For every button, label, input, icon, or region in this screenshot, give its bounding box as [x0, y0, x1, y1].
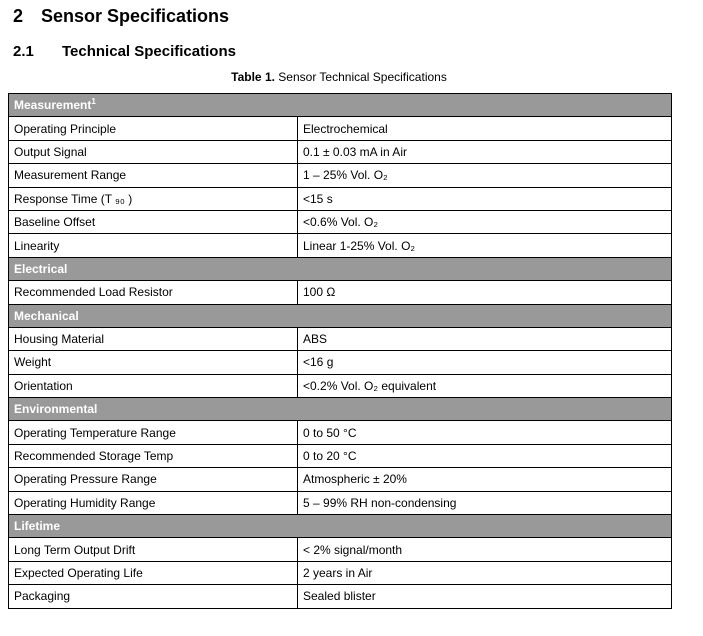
table-row — [9, 538, 672, 561]
param-name: Packaging — [9, 585, 298, 608]
param-value: <0.6% Vol. O₂ — [298, 210, 672, 233]
section-row-mechanical — [9, 304, 672, 327]
param-name: Expected Operating Life — [9, 561, 298, 584]
table-row — [9, 374, 672, 397]
section-header-title: Measurement — [14, 98, 92, 113]
section-header-cell: Environmental — [9, 398, 672, 421]
section-number: 2 — [13, 6, 24, 26]
param-name: Housing Material — [9, 327, 298, 350]
param-name: Output Signal — [9, 140, 298, 163]
section-title: Sensor Specifications — [41, 6, 230, 26]
param-name: Operating Pressure Range — [9, 468, 298, 491]
section-header-cell: Electrical — [9, 257, 672, 280]
section-row-measurement — [9, 94, 672, 117]
param-name: Baseline Offset — [9, 210, 298, 233]
param-name: Operating Humidity Range — [9, 491, 298, 514]
param-name: Orientation — [9, 374, 298, 397]
table-row — [9, 187, 672, 210]
table-row — [9, 561, 672, 584]
param-value: 0 to 20 °C — [298, 444, 672, 467]
section-header-cell: Lifetime — [9, 515, 672, 538]
subsection-number: 2.1 — [13, 43, 34, 60]
spec-table — [8, 93, 672, 609]
section-header-cell: Mechanical — [9, 304, 672, 327]
param-value: Atmospheric ± 20% — [298, 468, 672, 491]
table-row — [9, 468, 672, 491]
param-value: 0.1 ± 0.03 mA in Air — [298, 140, 672, 163]
param-value: <16 g — [298, 351, 672, 374]
param-name: Measurement Range — [9, 164, 298, 187]
param-value: 5 – 99% RH non-condensing — [298, 491, 672, 514]
table-row — [9, 491, 672, 514]
param-name: Operating Principle — [9, 117, 298, 140]
param-name: Operating Temperature Range — [9, 421, 298, 444]
footnote-marker: 1 — [91, 97, 96, 107]
table-row — [9, 210, 672, 233]
table-row — [9, 164, 672, 187]
section-row-electrical — [9, 257, 672, 280]
param-value: < 2% signal/month — [298, 538, 672, 561]
section-row-environmental — [9, 398, 672, 421]
param-name: Recommended Load Resistor — [9, 281, 298, 304]
param-value: 0 to 50 °C — [298, 421, 672, 444]
param-value: Linear 1-25% Vol. O₂ — [298, 234, 672, 257]
param-value: <0.2% Vol. O₂ equivalent — [298, 374, 672, 397]
table-row — [9, 585, 672, 608]
table-row — [9, 234, 672, 257]
section-header-cell — [9, 94, 672, 117]
param-value: 1 – 25% Vol. O₂ — [298, 164, 672, 187]
subsection-title: Technical Specifications — [62, 43, 236, 60]
param-value: <15 s — [298, 187, 672, 210]
param-name: Linearity — [9, 234, 298, 257]
caption-text: Sensor Technical Specifications — [274, 70, 447, 84]
section-heading — [13, 6, 229, 27]
param-value: ABS — [298, 327, 672, 350]
section-row-lifetime — [9, 515, 672, 538]
param-name: Weight — [9, 351, 298, 374]
table-row — [9, 421, 672, 444]
table-row — [9, 117, 672, 140]
param-name: Recommended Storage Temp — [9, 444, 298, 467]
table-caption — [0, 70, 678, 84]
subsection-heading — [13, 43, 236, 60]
table-row — [9, 140, 672, 163]
table-row — [9, 444, 672, 467]
param-name: Response Time (T ₉₀ ) — [9, 187, 298, 210]
param-value: Electrochemical — [298, 117, 672, 140]
table-row — [9, 281, 672, 304]
table-row — [9, 351, 672, 374]
table-row — [9, 327, 672, 350]
param-value: 100 Ω — [298, 281, 672, 304]
param-value: Sealed blister — [298, 585, 672, 608]
param-value: 2 years in Air — [298, 561, 672, 584]
caption-label: Table 1. — [231, 70, 275, 84]
param-name: Long Term Output Drift — [9, 538, 298, 561]
